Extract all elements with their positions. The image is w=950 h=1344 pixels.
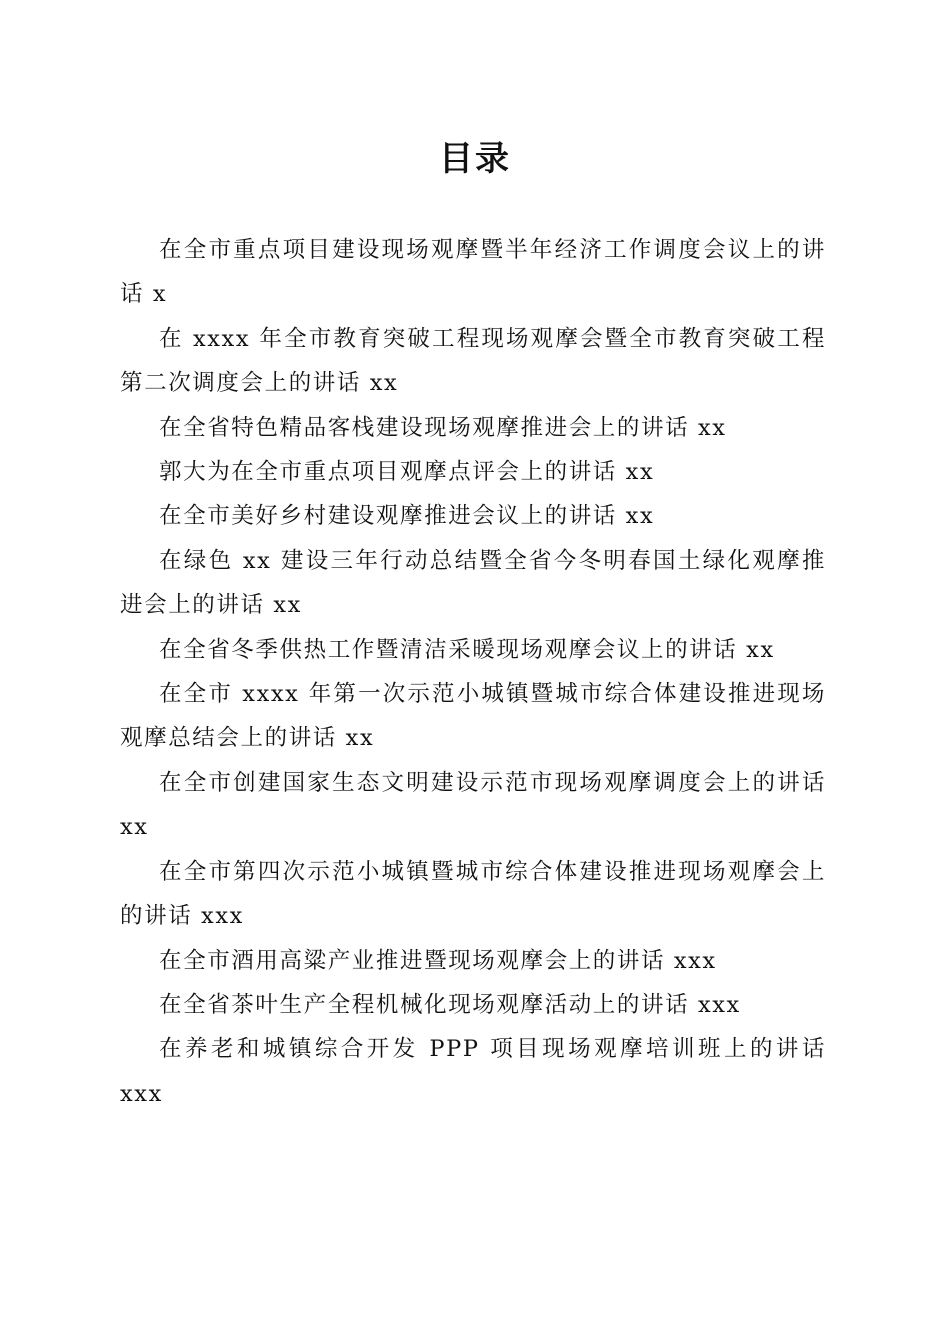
toc-entry[interactable]: 郭大为在全市重点项目观摩点评会上的讲话 xx xyxy=(159,459,655,486)
toc-entry[interactable]: 在全市 xxxx 年第一次示范小城镇暨城市综合体建设推进现场观摩总结会上的讲话 xx xyxy=(120,681,826,752)
toc-entry[interactable]: 在全市酒用高粱产业推进暨现场观摩会上的讲话 xxx xyxy=(159,947,717,974)
toc-title: 目录 xyxy=(439,139,511,179)
toc-entry[interactable]: 在养老和城镇综合开发 PPP 项目现场观摩培训班上的讲话 xxx xyxy=(120,1036,826,1107)
toc-entry[interactable]: 在全省冬季供热工作暨清洁采暖现场观摩会议上的讲话 xx xyxy=(159,636,775,663)
toc-entry[interactable]: 在全省特色精品客栈建设现场观摩推进会上的讲话 xx xyxy=(159,414,727,441)
toc-entry[interactable]: 在 xxxx 年全市教育突破工程现场观摩会暨全市教育突破工程第二次调度会上的讲话 xx xyxy=(120,325,826,397)
toc-entry[interactable]: 在全省茶叶生产全程机械化现场观摩活动上的讲话 xxx xyxy=(159,991,741,1018)
toc-entry[interactable]: 在全市重点项目建设现场观摩暨半年经济工作调度会议上的讲话 x xyxy=(120,237,826,308)
toc-entry[interactable]: 在全市第四次示范小城镇暨城市综合体建设推进现场观摩会上的讲话 xxx xyxy=(120,858,826,930)
toc-entry[interactable]: 在全市创建国家生态文明建设示范市现场观摩调度会上的讲话 xx xyxy=(120,769,826,841)
toc-entry[interactable]: 在全市美好乡村建设观摩推进会议上的讲话 xx xyxy=(159,503,655,530)
toc-list xyxy=(120,228,826,1116)
toc-entry[interactable]: 在绿色 xx 建设三年行动总结暨全省今冬明春国土绿化观摩推进会上的讲话 xx xyxy=(120,547,826,619)
